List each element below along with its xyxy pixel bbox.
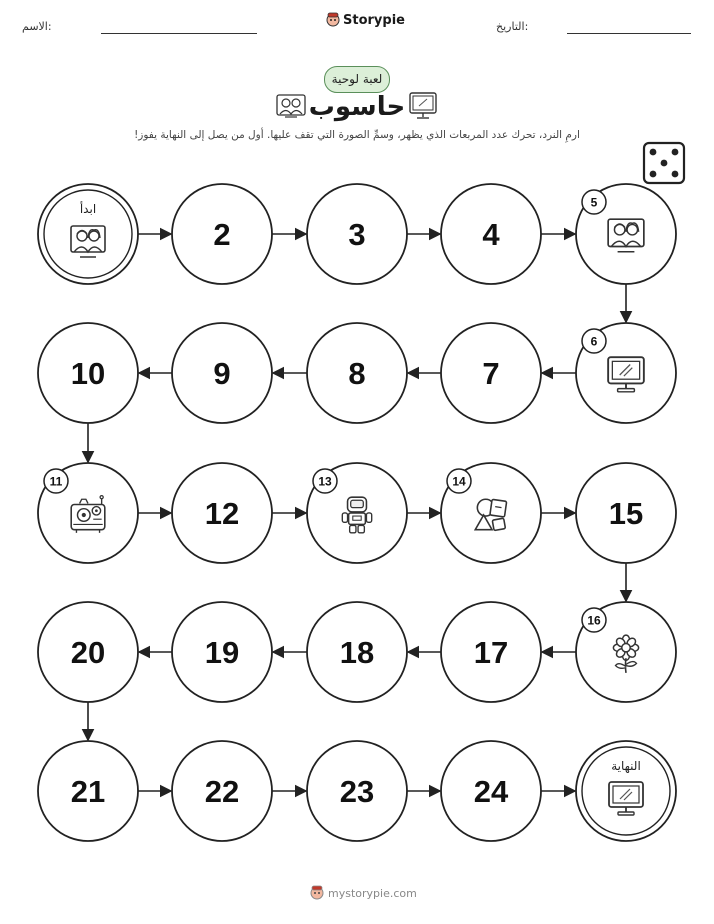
board-cell-18 xyxy=(307,602,407,702)
cell-number: 21 xyxy=(70,774,106,809)
family-picture-icon xyxy=(608,219,644,252)
cell-number: 12 xyxy=(204,496,240,531)
instructions-text: ارمِ النرد، تحرك عدد المربعات الذي يظهر، وسمِّ الصورة التي تقف عليها. أول من يصل إلى النهاية يفوز! xyxy=(134,129,580,141)
board-cell-17 xyxy=(441,602,541,702)
board-cell-19 xyxy=(172,602,272,702)
svg-text:16: 16 xyxy=(587,613,601,628)
board-cell-7 xyxy=(441,323,541,423)
board-cell-16 xyxy=(576,602,676,702)
board-cell-24 xyxy=(441,741,541,841)
dice-icon xyxy=(644,143,684,183)
end-label: النهاية xyxy=(611,759,641,773)
start-label: ابدأ xyxy=(79,202,97,216)
board-cell-21 xyxy=(38,741,138,841)
board-cell-4 xyxy=(441,184,541,284)
board-cell-20 xyxy=(38,602,138,702)
board-cell-23 xyxy=(307,741,407,841)
cell-number: 9 xyxy=(213,356,231,391)
storypie-mascot-icon xyxy=(310,885,324,901)
board-cell-5 xyxy=(576,184,676,284)
cell-number: 19 xyxy=(204,635,240,670)
board-cell-8 xyxy=(307,323,407,423)
cell-number: 20 xyxy=(70,635,106,670)
board-cells xyxy=(38,184,676,841)
board-cell-9 xyxy=(172,323,272,423)
cell-number: 3 xyxy=(348,217,366,252)
cell-number: 2 xyxy=(213,217,231,252)
board-cell-6 xyxy=(576,323,676,423)
svg-text:13: 13 xyxy=(318,474,332,489)
brand-name: Storypie xyxy=(343,12,405,28)
board-cell-12 xyxy=(172,463,272,563)
cell-number-tag xyxy=(582,329,606,353)
cell-number: 10 xyxy=(70,356,106,391)
svg-text:11: 11 xyxy=(49,474,63,489)
cell-number: 18 xyxy=(339,635,375,670)
family-picture-icon xyxy=(71,226,105,257)
board-cell-start xyxy=(38,184,138,284)
name-label: الاسم: xyxy=(22,20,52,33)
board-cell-3 xyxy=(307,184,407,284)
board-cell-10 xyxy=(38,323,138,423)
page-title: حاسوب xyxy=(308,92,406,122)
cell-number: 4 xyxy=(482,217,500,252)
cell-number: 7 xyxy=(482,356,500,391)
svg-text:6: 6 xyxy=(590,334,598,349)
cell-number: 8 xyxy=(348,356,366,391)
cell-number-tag xyxy=(582,190,606,214)
cell-number-tag xyxy=(582,608,606,632)
board-cell-15 xyxy=(576,463,676,563)
board-cell-13 xyxy=(307,463,407,563)
cell-number: 22 xyxy=(204,774,240,809)
board-cell-11 xyxy=(38,463,138,563)
footer-url: mystorypie.com xyxy=(328,886,417,900)
svg-text:5: 5 xyxy=(590,195,598,210)
date-label: التاريخ: xyxy=(496,20,529,33)
cell-number-tag xyxy=(313,469,337,493)
footer xyxy=(310,885,417,901)
board-cell-14 xyxy=(441,463,541,563)
cell-number: 23 xyxy=(339,774,375,809)
cell-number: 15 xyxy=(608,496,644,531)
cell-number: 24 xyxy=(473,774,509,809)
cell-number-tag xyxy=(447,469,471,493)
board-cell-2 xyxy=(172,184,272,284)
cell-number-tag xyxy=(44,469,68,493)
game-type-badge: لعبة لوحية xyxy=(324,66,390,93)
board-cell-end xyxy=(576,741,676,841)
cell-number: 17 xyxy=(473,635,509,670)
svg-text:14: 14 xyxy=(452,474,466,489)
board-cell-22 xyxy=(172,741,272,841)
